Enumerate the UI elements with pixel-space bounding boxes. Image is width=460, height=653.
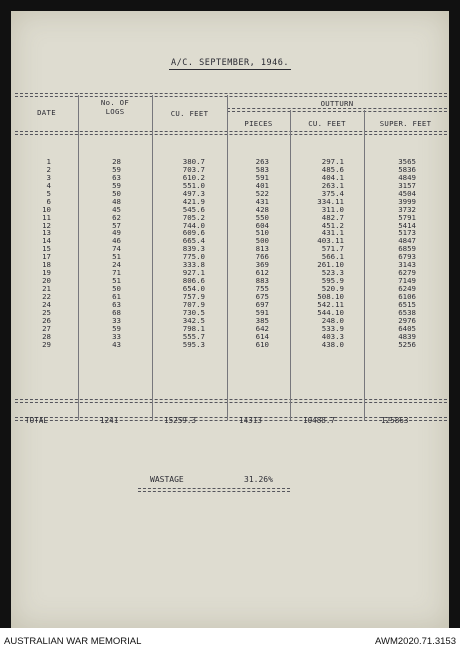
table-cell: 550 [255, 212, 269, 222]
table-cell: 612 [255, 268, 269, 278]
header-cu-feet: CU. FEET [170, 109, 209, 118]
table-cell: 49 [112, 228, 121, 238]
table-cell: 5414 [398, 220, 416, 230]
table-cell: 610 [255, 339, 269, 349]
table-cell: 71 [112, 268, 121, 278]
column-divider [78, 95, 79, 420]
table-cell: 551.0 [182, 180, 205, 190]
footer-bar [0, 628, 460, 653]
total-cu-feet: 15259.3 [164, 416, 197, 425]
table-cell: 334.11 [317, 196, 344, 206]
logs-column [101, 158, 121, 349]
table-cell: 3143 [398, 260, 416, 270]
table-cell: 533.9 [321, 323, 344, 333]
table-cell: 63 [112, 299, 121, 309]
table-cell: 438.0 [321, 339, 344, 349]
table-cell: 263.1 [321, 180, 344, 190]
table-cell: 385 [255, 315, 269, 325]
table-cell: 43 [112, 339, 121, 349]
table-cell: 545.6 [182, 204, 205, 214]
totals-top-rule [15, 399, 447, 403]
table-cell: 428 [255, 204, 269, 214]
table-cell: 555.7 [182, 331, 205, 341]
header-super-feet: SUPER. FEET [379, 119, 432, 128]
table-cell: 766 [255, 252, 269, 262]
table-cell: 74 [112, 244, 121, 254]
table-cell: 17 [42, 252, 51, 262]
table-cell: 583 [255, 164, 269, 174]
table-cell: 24 [42, 299, 51, 309]
table-cell: 248.0 [321, 315, 344, 325]
table-cell: 4847 [398, 236, 416, 246]
table-cell: 261.10 [317, 260, 344, 270]
header-pieces: PIECES [244, 119, 273, 128]
table-cell: 705.2 [182, 212, 205, 222]
table-cell: 703.7 [182, 164, 205, 174]
table-cell: 19 [42, 268, 51, 278]
table-cell: 61 [112, 291, 121, 301]
table-cell: 263 [255, 157, 269, 166]
table-cell: 609.6 [182, 228, 205, 238]
table-cell: 798.1 [182, 323, 205, 333]
table-cell: 595.3 [182, 339, 205, 349]
table-cell: 33 [112, 331, 121, 341]
table-cell: 5256 [398, 339, 416, 349]
table-cell: 571.7 [321, 244, 344, 254]
table-cell: 369 [255, 260, 269, 270]
table-cell: 2 [46, 164, 51, 174]
out-cu-feet-column [304, 158, 344, 349]
table-cell: 451.2 [321, 220, 344, 230]
table-cell: 4 [46, 180, 51, 190]
table-cell: 51 [112, 252, 121, 262]
cu-feet-column [169, 158, 205, 349]
table-cell: 642 [255, 323, 269, 333]
table-cell: 6793 [398, 252, 416, 262]
table-cell: 59 [112, 180, 121, 190]
table-cell: 33 [112, 315, 121, 325]
table-cell: 28 [42, 331, 51, 341]
date-column [31, 158, 51, 349]
table-cell: 25 [42, 307, 51, 317]
header-date: DATE [37, 108, 56, 117]
table-cell: 13 [42, 228, 51, 238]
table-cell: 59 [112, 323, 121, 333]
table-cell: 675 [255, 291, 269, 301]
table-cell: 311.0 [321, 204, 344, 214]
table-cell: 63 [112, 172, 121, 182]
total-out-cu-feet: 10488.7 [303, 416, 336, 425]
table-cell: 421.9 [182, 196, 205, 206]
table-cell: 7149 [398, 276, 416, 286]
table-cell: 883 [255, 276, 269, 286]
table-cell: 333.8 [182, 260, 205, 270]
table-cell: 806.6 [182, 276, 205, 286]
table-cell: 45 [112, 204, 121, 214]
table-cell: 542.11 [317, 299, 344, 309]
table-cell: 6 [46, 196, 51, 206]
table-cell: 15 [42, 244, 51, 254]
table-cell: 485.6 [321, 164, 344, 174]
table-cell: 757.9 [182, 291, 205, 301]
table-cell: 591 [255, 172, 269, 182]
table-cell: 50 [112, 284, 121, 293]
table-cell: 28 [112, 157, 121, 166]
wastage-label: WASTAGE [150, 475, 184, 484]
table-cell: 59 [112, 164, 121, 174]
table-cell: 401 [255, 180, 269, 190]
header-bottom-rule [15, 131, 447, 135]
table-cell: 604 [255, 220, 269, 230]
table-cell: 403.11 [317, 236, 344, 246]
total-logs: 1241 [100, 416, 119, 425]
table-cell: 523.3 [321, 268, 344, 278]
table-cell: 46 [112, 236, 121, 246]
table-cell: 18 [42, 260, 51, 270]
table-cell: 4839 [398, 331, 416, 341]
table-cell: 22 [42, 291, 51, 301]
table-cell: 5 [46, 188, 51, 198]
table-cell: 3157 [398, 180, 416, 190]
header-out-cu-feet: CU. FEET [308, 119, 346, 128]
table-cell: 3565 [398, 157, 416, 166]
table-cell: 775.0 [182, 252, 205, 262]
table-cell: 614 [255, 331, 269, 341]
table-cell: 522 [255, 188, 269, 198]
table-cell: 665.4 [182, 236, 205, 246]
table-cell: 62 [112, 212, 121, 222]
table-cell: 29 [42, 339, 51, 349]
table-cell: 5836 [398, 164, 416, 174]
table-cell: 57 [112, 220, 121, 230]
table-cell: 707.9 [182, 299, 205, 309]
table-cell: 654.0 [182, 284, 205, 293]
table-cell: 26 [42, 315, 51, 325]
header-outturn: OUTTURN [320, 99, 354, 108]
table-cell: 6538 [398, 307, 416, 317]
table-cell: 10 [42, 204, 51, 214]
table-cell: 24 [112, 260, 121, 270]
total-super-feet: 125863 [381, 416, 409, 425]
table-cell: 3999 [398, 196, 416, 206]
table-cell: 297.1 [321, 157, 344, 166]
footer-accession-number: AWM2020.71.3153 [375, 636, 456, 647]
table-cell: 610.2 [182, 172, 205, 182]
wastage-value: 31.26% [244, 475, 273, 484]
table-cell: 3 [46, 172, 51, 182]
table-cell: 21 [42, 284, 51, 293]
table-cell: 3732 [398, 204, 416, 214]
column-divider [152, 95, 153, 420]
table-cell: 6279 [398, 268, 416, 278]
table-cell: 6249 [398, 284, 416, 293]
table-cell: 697 [255, 299, 269, 309]
table-cell: 11 [42, 212, 51, 222]
wastage-underline [138, 488, 290, 492]
table-cell: 375.4 [321, 188, 344, 198]
table-cell: 431.1 [321, 228, 344, 238]
table-cell: 68 [112, 307, 121, 317]
footer-institution: AUSTRALIAN WAR MEMORIAL [4, 636, 142, 647]
table-cell: 6859 [398, 244, 416, 254]
column-divider [364, 110, 365, 420]
header-logs: No. OF LOGS [100, 98, 130, 116]
table-cell: 14 [42, 236, 51, 246]
table-cell: 6405 [398, 323, 416, 333]
table-cell: 51 [112, 276, 121, 286]
table-cell: 4849 [398, 172, 416, 182]
table-top-rule [15, 93, 447, 97]
document-page [11, 11, 449, 628]
table-cell: 510 [255, 228, 269, 238]
table-cell: 5173 [398, 228, 416, 238]
super-feet-column [388, 158, 416, 349]
table-cell: 12 [42, 220, 51, 230]
table-cell: 544.10 [317, 307, 344, 317]
table-cell: 50 [112, 188, 121, 198]
table-cell: 2976 [398, 315, 416, 325]
table-cell: 404.1 [321, 172, 344, 182]
table-cell: 927.1 [182, 268, 205, 278]
column-divider [227, 95, 228, 420]
table-cell: 27 [42, 323, 51, 333]
table-cell: 1 [46, 157, 51, 166]
table-cell: 744.0 [182, 220, 205, 230]
table-cell: 6106 [398, 291, 416, 301]
table-cell: 566.1 [321, 252, 344, 262]
table-cell: 839.3 [182, 244, 205, 254]
table-cell: 595.9 [321, 276, 344, 286]
table-cell: 497.3 [182, 188, 205, 198]
table-cell: 520.9 [321, 284, 344, 293]
total-pieces: 14313 [239, 416, 262, 425]
column-divider [290, 110, 291, 420]
pieces-column [249, 158, 269, 349]
table-cell: 591 [255, 307, 269, 317]
table-cell: 403.3 [321, 331, 344, 341]
table-cell: 482.7 [321, 212, 344, 222]
table-cell: 48 [112, 196, 121, 206]
table-cell: 730.5 [182, 307, 205, 317]
table-cell: 20 [42, 276, 51, 286]
table-cell: 431 [255, 196, 269, 206]
table-cell: 500 [255, 236, 269, 246]
table-cell: 6515 [398, 299, 416, 309]
document-title: A/C. SEPTEMBER, 1946. [171, 58, 289, 68]
table-cell: 4504 [398, 188, 416, 198]
outturn-rule [227, 108, 447, 112]
table-cell: 5791 [398, 212, 416, 222]
total-label: TOTAL [25, 416, 48, 425]
table-cell: 380.7 [182, 157, 205, 166]
table-cell: 508.10 [317, 291, 344, 301]
table-cell: 342.5 [182, 315, 205, 325]
table-cell: 755 [255, 284, 269, 293]
table-cell: 813 [255, 244, 269, 254]
